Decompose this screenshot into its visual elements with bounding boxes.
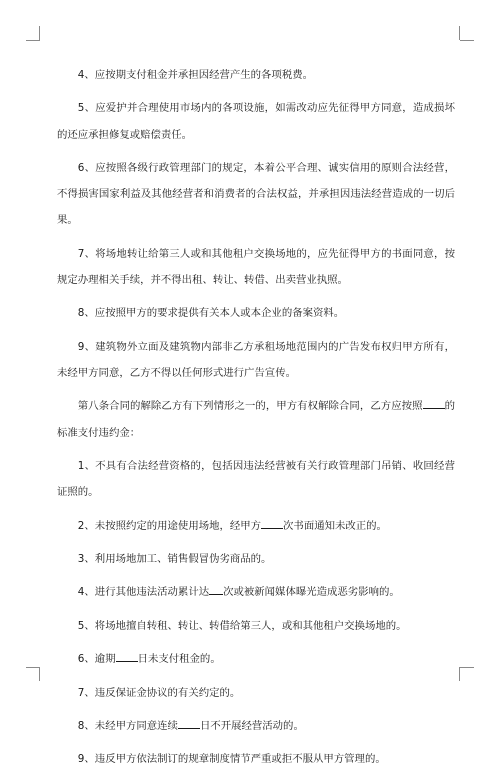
paragraph-text: 4、应按期支付租金并承担因经营产生的各项税费。: [77, 69, 313, 81]
crop-mark-bottom-right: [459, 667, 460, 681]
paragraph-text: 7、违反保证金协议的有关约定的。: [77, 686, 241, 699]
paragraph: [57, 746, 455, 772]
paragraph-text: 日不开展经营活动的。: [199, 719, 304, 732]
paragraph-text: 日未支付租金的。: [137, 653, 221, 666]
paragraph: [57, 513, 455, 539]
paragraph: [57, 300, 455, 326]
paragraph: [57, 393, 455, 445]
paragraph: [57, 241, 455, 293]
paragraph-text: 8、应按照甲方的要求提供有关本人或本企业的备案资料。: [77, 307, 345, 320]
crop-mark-top-left: [39, 26, 40, 40]
paragraph-text: 的标准支付违约金：: [57, 400, 456, 439]
crop-mark-bottom-left-h: [26, 667, 40, 668]
fill-in-blank: [209, 585, 223, 595]
paragraph-text: 6、逾期: [77, 653, 116, 666]
fill-in-blank: [178, 719, 200, 729]
paragraph-text: 4、进行其他违法活动累计达: [77, 586, 210, 599]
fill-in-blank: [116, 652, 138, 662]
crop-mark-top-left-h: [26, 40, 40, 41]
fill-in-blank: [261, 519, 283, 529]
paragraph: [57, 646, 455, 672]
paragraph-text: 次或被新闻媒体曝光造成恶劣影响的。: [223, 586, 400, 599]
paragraph: [57, 155, 455, 234]
crop-mark-top-right: [459, 26, 460, 40]
paragraph-text: 7、将场地转让给第三人或和其他租户交换场地的，应先征得甲方的书面同意，按规定办理相关手续，并不得出租、转让、转借、出卖营业执照。: [57, 247, 455, 286]
crop-mark-bottom-right-h: [460, 667, 474, 668]
paragraph-text: 9、违反甲方依法制订的规章制度情节严重或拒不服从甲方管理的。: [77, 753, 386, 766]
crop-mark-bottom-left: [39, 667, 40, 681]
paragraph-text: 3、利用场地加工、销售假冒伪劣商品的。: [77, 552, 272, 565]
paragraph: [57, 613, 455, 639]
fill-in-blank: [423, 399, 445, 409]
paragraph: [57, 546, 455, 572]
paragraph-text: 次书面通知未改正的。: [283, 519, 387, 532]
paragraph: [57, 62, 455, 88]
document-body: [57, 62, 455, 780]
paragraph-text: 第八条合同的解除乙方有下列情形之一的，甲方有权解除合同，乙方应按照: [77, 400, 423, 413]
paragraph: [57, 713, 455, 739]
crop-mark-top-right-h: [460, 40, 474, 41]
paragraph: [57, 95, 455, 147]
paragraph-text: 5、应爱护并合理使用市场内的各项设施，如需改动应先征得甲方同意，造成损坏的还应承担修复或赔偿责任。: [57, 102, 455, 141]
paragraph: [57, 579, 455, 605]
paragraph: [57, 680, 455, 706]
paragraph-text: 6、应按照各级行政管理部门的规定，本着公平合理、诚实信用的原则合法经营，不得损害国家利益及其他经营者和消费者的合法权益，并承担因违法经营造成的一切后果。: [57, 161, 455, 227]
paragraph-text: 5、将场地擅自转租、转让、转借给第三人，或和其他租户交换场地的。: [77, 619, 407, 632]
paragraph-text: 2、未按照约定的用途使用场地，经甲方: [77, 519, 262, 532]
paragraph-text: 9、建筑物外立面及建筑物内部非乙方承租场地范围内的广告发布权归甲方所有，未经甲方同意，乙方不得以任何形式进行广告宣传。: [57, 340, 455, 379]
paragraph: [57, 453, 455, 505]
paragraph-text: 1、不具有合法经营资格的，包括因违法经营被有关行政管理部门吊销、收回经营证照的。: [57, 459, 455, 499]
paragraph-text: 8、未经甲方同意连续: [77, 719, 178, 732]
paragraph: [57, 334, 455, 386]
